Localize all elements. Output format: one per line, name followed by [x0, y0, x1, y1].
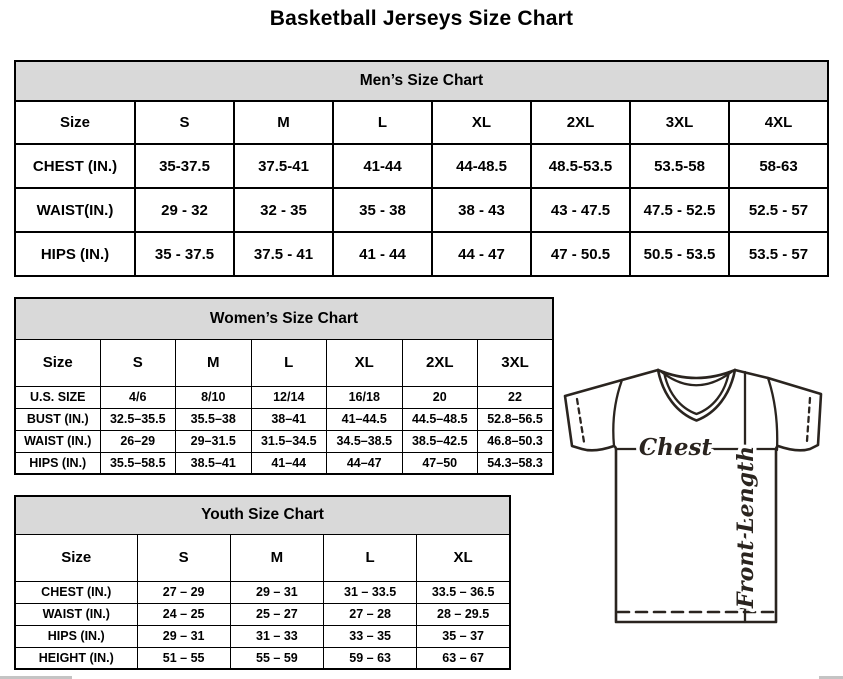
size-value-cell: 31 – 33	[230, 625, 323, 647]
size-value-cell: 32.5–35.5	[100, 408, 176, 430]
size-value-cell: 28 – 29.5	[417, 603, 510, 625]
size-value-cell: 34.5–38.5	[327, 430, 403, 452]
size-value-cell: 37.5-41	[234, 144, 333, 188]
row-label: WAIST (IN.)	[15, 430, 100, 452]
table-row	[15, 581, 510, 603]
size-value-cell: 38 - 43	[432, 188, 531, 232]
column-header: 3XL	[478, 339, 554, 386]
column-header: XL	[417, 534, 510, 581]
size-value-cell: 26–29	[100, 430, 176, 452]
size-value-cell: 37.5 - 41	[234, 232, 333, 276]
table-row	[15, 625, 510, 647]
size-value-cell: 44 - 47	[432, 232, 531, 276]
size-value-cell: 41–44	[251, 452, 327, 474]
size-value-cell: 35.5–38	[176, 408, 252, 430]
jersey-diagram	[558, 352, 843, 632]
row-label: HEIGHT (IN.)	[15, 647, 137, 669]
size-value-cell: 31 – 33.5	[324, 581, 417, 603]
table-title-row	[15, 61, 828, 101]
table-title: Youth Size Chart	[15, 496, 510, 534]
womens-size-table	[14, 297, 554, 475]
column-header-row	[15, 101, 828, 144]
column-header: 4XL	[729, 101, 828, 144]
size-value-cell: 29 - 32	[135, 188, 234, 232]
column-header-row	[15, 534, 510, 581]
size-value-cell: 4/6	[100, 386, 176, 408]
size-value-cell: 63 – 67	[417, 647, 510, 669]
size-value-cell: 53.5 - 57	[729, 232, 828, 276]
column-header: Size	[15, 339, 100, 386]
column-header: M	[230, 534, 323, 581]
table-row	[15, 430, 553, 452]
row-label: HIPS (IN.)	[15, 232, 135, 276]
column-header: S	[137, 534, 230, 581]
column-header: XL	[432, 101, 531, 144]
youth-size-table	[14, 495, 511, 670]
size-value-cell: 44–47	[327, 452, 403, 474]
size-value-cell: 35-37.5	[135, 144, 234, 188]
table-row	[15, 386, 553, 408]
column-header: Size	[15, 101, 135, 144]
size-value-cell: 41–44.5	[327, 408, 403, 430]
column-header-row	[15, 339, 553, 386]
size-value-cell: 22	[478, 386, 554, 408]
size-value-cell: 54.3–58.3	[478, 452, 554, 474]
column-header: S	[100, 339, 176, 386]
jersey-outline	[565, 370, 821, 622]
size-value-cell: 48.5-53.5	[531, 144, 630, 188]
table-row	[15, 232, 828, 276]
table-row	[15, 603, 510, 625]
page-title: Basketball Jerseys Size Chart	[269, 7, 574, 30]
table-title: Women’s Size Chart	[15, 298, 553, 339]
row-label: HIPS (IN.)	[15, 452, 100, 474]
size-value-cell: 27 – 29	[137, 581, 230, 603]
size-value-cell: 25 – 27	[230, 603, 323, 625]
size-value-cell: 43 - 47.5	[531, 188, 630, 232]
cuff-dashed-line-right	[807, 398, 810, 441]
size-value-cell: 53.5-58	[630, 144, 729, 188]
size-value-cell: 52.5 - 57	[729, 188, 828, 232]
table-row	[15, 144, 828, 188]
row-label: HIPS (IN.)	[15, 625, 137, 647]
row-label: CHEST (IN.)	[15, 144, 135, 188]
size-value-cell: 38.5–41	[176, 452, 252, 474]
cuff-dashed-line-left	[577, 399, 584, 442]
chest-label: Chest	[638, 434, 713, 461]
table-row	[15, 452, 553, 474]
size-value-cell: 50.5 - 53.5	[630, 232, 729, 276]
size-value-cell: 24 – 25	[137, 603, 230, 625]
size-value-cell: 55 – 59	[230, 647, 323, 669]
column-header: M	[234, 101, 333, 144]
front-length-label: Front Length	[733, 445, 759, 609]
size-value-cell: 47.5 - 52.5	[630, 188, 729, 232]
size-value-cell: 35 - 38	[333, 188, 432, 232]
column-header: L	[251, 339, 327, 386]
size-value-cell: 59 – 63	[324, 647, 417, 669]
size-value-cell: 33.5 – 36.5	[417, 581, 510, 603]
size-value-cell: 46.8–50.3	[478, 430, 554, 452]
column-header: Size	[15, 534, 137, 581]
row-label: U.S. SIZE	[15, 386, 100, 408]
table-row	[15, 408, 553, 430]
size-value-cell: 27 – 28	[324, 603, 417, 625]
size-value-cell: 35 – 37	[417, 625, 510, 647]
column-header: 2XL	[402, 339, 478, 386]
column-header: L	[333, 101, 432, 144]
size-value-cell: 47 - 50.5	[531, 232, 630, 276]
table-row	[15, 647, 510, 669]
size-value-cell: 12/14	[251, 386, 327, 408]
mens-size-table	[14, 60, 829, 277]
size-value-cell: 8/10	[176, 386, 252, 408]
size-value-cell: 52.8–56.5	[478, 408, 554, 430]
sleeve-seam-left	[613, 380, 622, 446]
table-title: Men’s Size Chart	[15, 61, 828, 101]
column-header: S	[135, 101, 234, 144]
row-label: WAIST (IN.)	[15, 603, 137, 625]
table-title-row	[15, 298, 553, 339]
size-value-cell: 29 – 31	[230, 581, 323, 603]
size-value-cell: 29–31.5	[176, 430, 252, 452]
size-value-cell: 44.5–48.5	[402, 408, 478, 430]
size-value-cell: 38–41	[251, 408, 327, 430]
size-value-cell: 41-44	[333, 144, 432, 188]
size-value-cell: 38.5–42.5	[402, 430, 478, 452]
size-value-cell: 29 – 31	[137, 625, 230, 647]
size-value-cell: 32 - 35	[234, 188, 333, 232]
size-value-cell: 35.5–58.5	[100, 452, 176, 474]
table-row	[15, 188, 828, 232]
size-value-cell: 47–50	[402, 452, 478, 474]
column-header: 2XL	[531, 101, 630, 144]
size-value-cell: 31.5–34.5	[251, 430, 327, 452]
size-value-cell: 58-63	[729, 144, 828, 188]
size-value-cell: 44-48.5	[432, 144, 531, 188]
column-header: M	[176, 339, 252, 386]
row-label: WAIST(IN.)	[15, 188, 135, 232]
column-header: L	[324, 534, 417, 581]
size-value-cell: 20	[402, 386, 478, 408]
row-label: BUST (IN.)	[15, 408, 100, 430]
size-value-cell: 16/18	[327, 386, 403, 408]
column-header: 3XL	[630, 101, 729, 144]
table-title-row	[15, 496, 510, 534]
sleeve-seam-right	[768, 378, 777, 450]
size-value-cell: 41 - 44	[333, 232, 432, 276]
size-value-cell: 51 – 55	[137, 647, 230, 669]
size-value-cell: 35 - 37.5	[135, 232, 234, 276]
column-header: XL	[327, 339, 403, 386]
row-label: CHEST (IN.)	[15, 581, 137, 603]
size-value-cell: 33 – 35	[324, 625, 417, 647]
